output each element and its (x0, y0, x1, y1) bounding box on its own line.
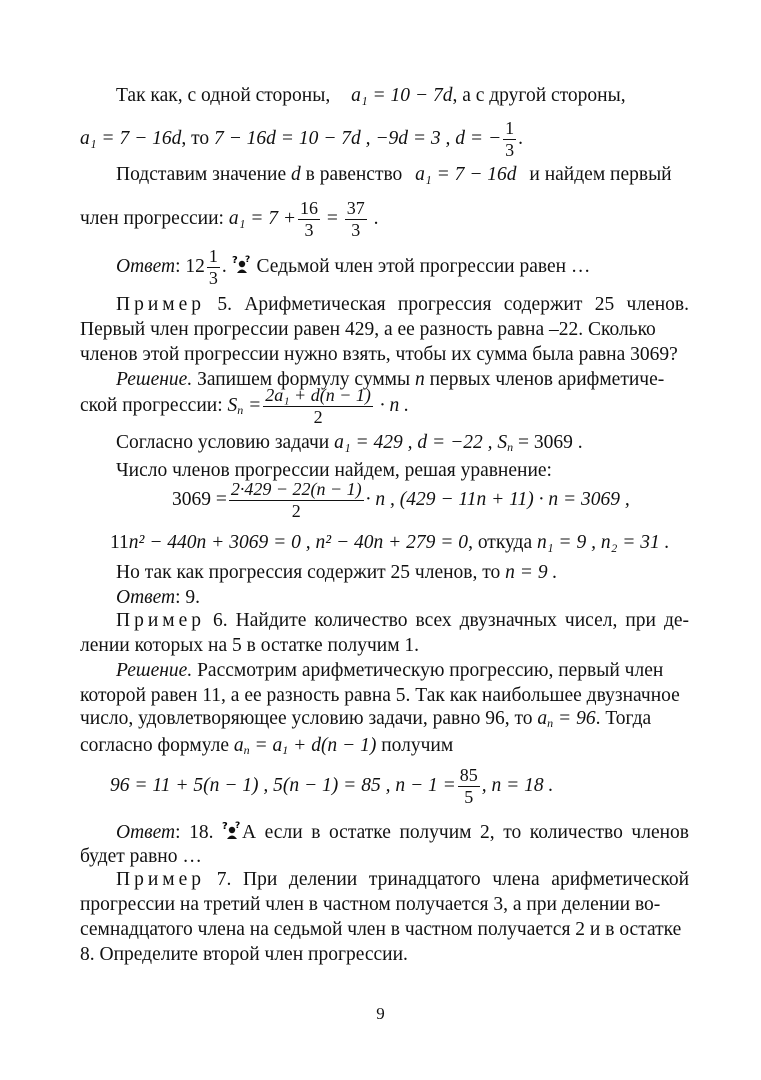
ex6-line1 (116, 607, 689, 635)
ex5-sol-line5 (116, 559, 557, 587)
ex5-eq2: 11n² − 440n + 3069 = 0 , n² − 40n + 279 = 0, откуда n₁ = 9 , n₂ = 31 . (110, 532, 670, 553)
svg-text:?: ? (235, 821, 241, 831)
fraction (298, 198, 320, 241)
p2-line2: член прогрессии: a₁ = 7 + $\frac{16}{3}$ = $\frac{37}{3}$ . (80, 198, 379, 240)
ex5-line2: Первый член прогрессии равен 429, а ее разность равна –22. Сколько (80, 319, 656, 340)
formula: · n , (429 − 11n + 11) · n = 3069 , (365, 488, 630, 510)
ex6-sol-line2: которой равен 11, а ее разность равна 5. Так как наибольшее двузначное (80, 685, 680, 706)
svg-text:?: ? (231, 254, 238, 266)
p2-line1 (116, 161, 672, 189)
answer-1: Ответ: 12 $\frac{1}{3}$ . ? ? Седьмой член этой прогрессии равен … (116, 246, 591, 288)
formula: , n = 18 . (481, 774, 554, 796)
text: Найдите количество всех двузначных чисел, при де- (235, 610, 690, 631)
formula: a₁ = 7 − 16d (80, 127, 182, 149)
example-title: Пример (116, 610, 206, 631)
text: Арифметическая прогрессия содержит 25 членов. (244, 294, 690, 315)
ex5-line3: членов этой прогрессии нужно взять, чтобы их сумма была равна 3069? (80, 344, 678, 365)
ex5-sol-line3: Согласно условию задачи a₁ = 429 , d = −22 , $S_n = 3069$ . (116, 432, 583, 454)
text: член прогрессии: (80, 207, 224, 229)
ex6-sol-line3 (80, 705, 651, 733)
text: Рассмотрим арифметическую прогрессию, первый член (197, 660, 664, 681)
formula: a₁ = 7 + (228, 207, 297, 229)
ex6-sol-line4 (80, 732, 453, 760)
text: Так как, с одной стороны, (116, 85, 331, 106)
formula: a₁ = 10 − 7d (351, 85, 453, 106)
text: Согласно условию задачи (116, 432, 330, 453)
formula: n = 9 . (505, 562, 558, 583)
ex7-line1 (116, 866, 689, 894)
answer-value: : 9. (175, 587, 201, 608)
fraction (263, 385, 373, 428)
whole: 12 (185, 255, 205, 277)
denominator: 2 (291, 501, 301, 521)
ex7-line3: семнадцатого члена на седьмой член в частном получается 2 и в остатке (80, 919, 682, 940)
page-number: 9 (376, 1004, 385, 1023)
denominator: 3 (351, 220, 361, 240)
text: Запишем формулу суммы (197, 369, 411, 390)
example-number: 5. (217, 294, 232, 315)
formula: $a_n = a_1 + d(n - 1)$ (233, 735, 377, 757)
solution-label: Решение. (116, 660, 193, 681)
numerator: 2a₁ + d(n − 1) (265, 385, 371, 405)
svg-text:?: ? (244, 254, 250, 265)
formula: n₁ = 9 , n₂ = 31 . (537, 532, 670, 553)
thinking-person-icon (222, 820, 242, 840)
numerator: 37 (346, 198, 365, 218)
text: ской прогрессии: (80, 394, 223, 416)
numerator: 1 (505, 118, 515, 138)
p1-line2: a₁ = 7 − 16d, то 7 − 16d = 10 − 7d , −9d = 3 , d = − $\frac{1}{3}$ . (80, 118, 523, 160)
formula: 96 = 11 + 5(n − 1) , 5(n − 1) = 85 , n − 1 = (110, 774, 456, 796)
text: , откуда (468, 532, 533, 553)
example-number: 7. (216, 869, 232, 890)
ex6-sol-line1 (116, 657, 663, 685)
text: Седьмой член этой прогрессии равен … (256, 255, 591, 277)
answer-label: Ответ (116, 587, 176, 608)
text: согласно формуле (80, 735, 229, 756)
denominator: 3 (505, 140, 515, 160)
text: . Тогда (595, 708, 652, 729)
ex6-answer (116, 819, 689, 847)
fraction (207, 246, 220, 289)
answer-label: Ответ (116, 822, 176, 843)
text: , а с другой стороны, (452, 85, 626, 106)
formula: a₁ = 429 , d = −22 , S (334, 432, 508, 453)
thinking-person-icon (232, 254, 252, 274)
formula: n² − 440n + 3069 = 0 , n² − 40n + 279 = 0 (128, 532, 469, 553)
fraction (503, 118, 516, 161)
ex7-line4: 8. Определите второй член прогрессии. (80, 944, 408, 965)
ex6-answer-2: будет равно … (80, 846, 202, 867)
formula: a₁ = 7 − 16d (415, 164, 517, 185)
fraction (458, 765, 480, 808)
answer-value: : 18. (175, 822, 214, 843)
text: и найдем первый (529, 164, 672, 185)
ex7-line2: прогрессии на третий член в частном получается 3, а при делении во- (80, 894, 661, 915)
formula: = 3069 . (518, 432, 583, 453)
ex5-sol-line2: ской прогрессии: $S_n$ = $\frac{\text{2a₁ + d(n − 1)}}{2}$ · n . (80, 385, 409, 427)
solution-label: Решение. (116, 369, 193, 390)
example-title: Пример (116, 294, 206, 315)
example-title: Пример (116, 869, 206, 890)
numerator: 2·429 − 22(n − 1) (230, 479, 362, 499)
text: в равенство (305, 164, 403, 185)
fraction (345, 198, 367, 241)
numerator: 85 (459, 765, 478, 785)
text: А если в остатке получим 2, то количество членов (242, 822, 690, 843)
text: При делении тринадцатого члена арифметической (242, 869, 690, 890)
text: Подставим значение (116, 164, 287, 185)
fraction (229, 479, 364, 522)
ex6-eq (110, 765, 553, 808)
text: , то (181, 127, 210, 149)
ex5-eq1 (172, 479, 630, 522)
ex5-sol-line4: Число членов прогрессии найдем, решая уравнение: (116, 460, 552, 481)
svg-text:?: ? (222, 821, 228, 832)
p1-line1 (116, 82, 690, 110)
denominator: 3 (304, 220, 314, 240)
text: первых членов арифметиче- (429, 369, 665, 390)
numerator: 16 (300, 198, 319, 218)
formula: $a_n = 96$ (537, 708, 596, 730)
var: d (291, 164, 301, 185)
var: n (414, 369, 425, 390)
formula: 3069 = (172, 488, 227, 510)
answer-label: Ответ (116, 255, 176, 277)
denominator: 3 (208, 268, 218, 288)
denominator: 2 (313, 407, 323, 427)
text: получим (381, 735, 454, 756)
example-number: 6. (213, 610, 228, 631)
formula: 7 − 16d = 10 − 7d , −9d = 3 , d = − (214, 127, 502, 149)
text: число, удовлетворяющее условию задачи, равно 96, то (80, 708, 533, 729)
ex6-line2: лении которых на 5 в остатке получим 1. (80, 635, 420, 656)
ex5-line1 (116, 291, 689, 319)
denominator: 5 (464, 787, 474, 807)
numerator: 1 (208, 246, 218, 266)
text: Но так как прогрессия содержит 25 членов, то (116, 562, 501, 583)
